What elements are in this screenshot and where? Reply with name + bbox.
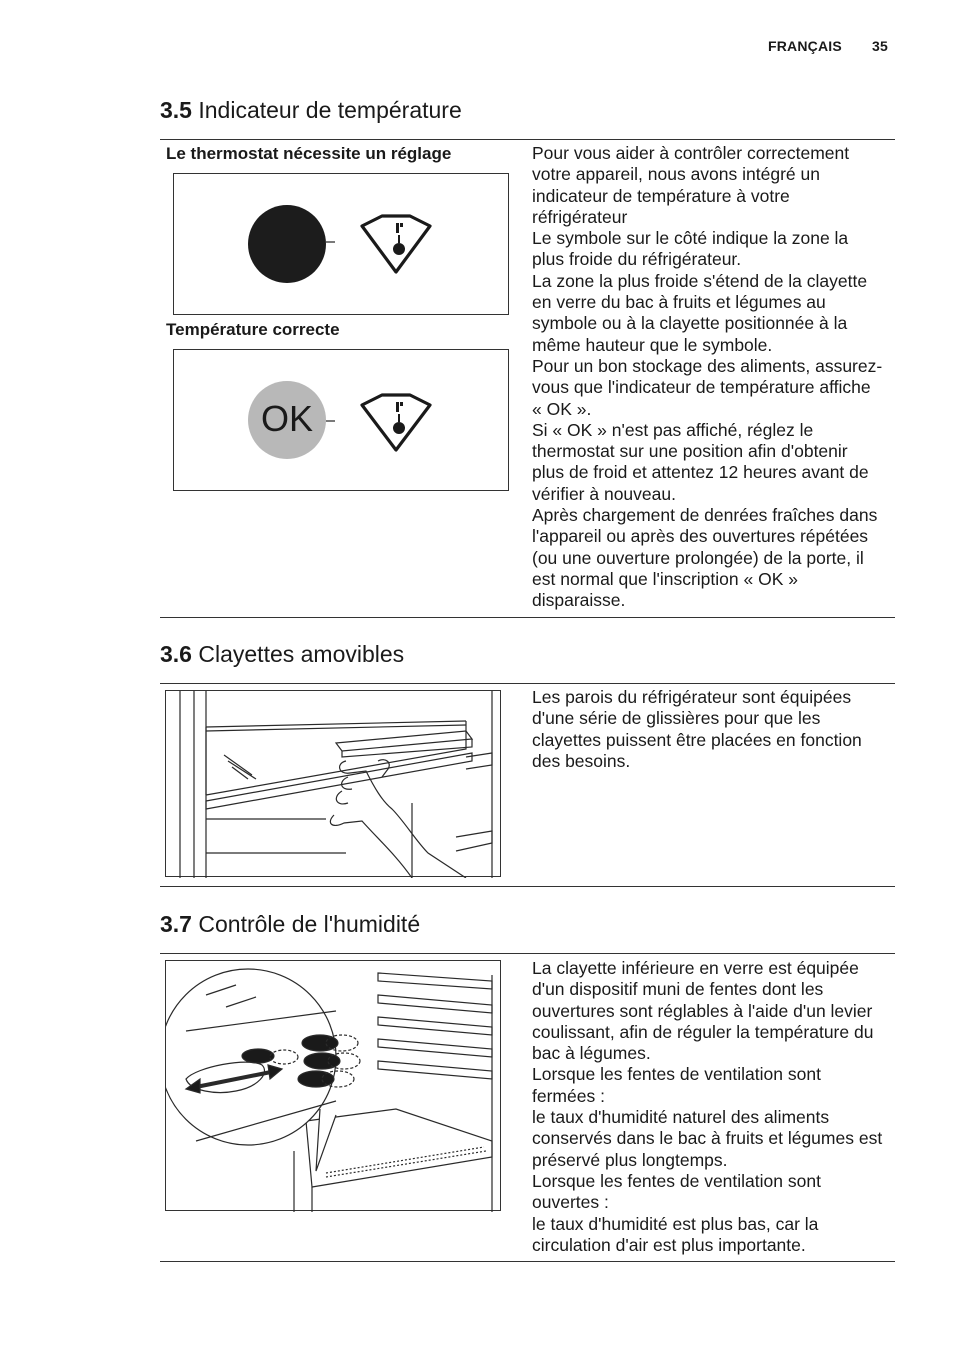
paragraph: Les parois du réfrigérateur sont équipées d'une série de glissières pour que les clayettes puissent être placées en fonction des besoins. bbox=[532, 687, 862, 771]
paragraph: le taux d'humidité est plus bas, car la circulation d'air est plus importante. bbox=[532, 1213, 819, 1255]
header-language: FRANÇAIS bbox=[767, 38, 842, 54]
section-3-7-body bbox=[532, 958, 884, 1256]
divider bbox=[160, 139, 895, 140]
page-header bbox=[768, 38, 888, 54]
figure-label-adjust: Le thermostat nécessite un réglage bbox=[166, 144, 452, 163]
paragraph: Lorsque les fentes de ventilation sont ouvertes : bbox=[532, 1170, 821, 1213]
section-title-3-7 bbox=[160, 911, 420, 938]
divider bbox=[160, 886, 895, 887]
divider bbox=[160, 1261, 895, 1262]
paragraph: Lorsque les fentes de ventilation sont fermées : bbox=[532, 1064, 821, 1106]
divider bbox=[160, 683, 895, 684]
section-title-3-6 bbox=[160, 641, 404, 668]
divider bbox=[160, 953, 895, 954]
indicator-ok-text: OK bbox=[260, 398, 313, 439]
paragraph: Pour vous aider à contrôler correctement votre appareil, nous avons intégré un indicateur de température à votre réfrigérateur bbox=[532, 143, 850, 227]
paragraph: Le symbole sur le côté indique la zone la plus froide du réfrigérateur. bbox=[532, 228, 849, 270]
section-number: 3.5 bbox=[160, 97, 192, 123]
paragraph: Après chargement de denrées fraîches dans l'appareil ou après des ouvertures répétées (ou une ouverture prolongée) de la porte, il est normal que l'inscription « OK » disparaisse. bbox=[532, 505, 878, 611]
cold-zone-icon bbox=[362, 395, 430, 450]
figure-label-correct: Température correcte bbox=[166, 320, 340, 339]
divider bbox=[160, 617, 895, 618]
figure-thermostat-adjust bbox=[173, 173, 509, 315]
paragraph: Pour un bon stockage des aliments, assurez-vous que l'indicateur de température affiche « OK ». bbox=[532, 355, 883, 419]
section-title-text: Contrôle de l'humidité bbox=[198, 911, 421, 937]
cold-zone-icon bbox=[362, 216, 430, 272]
paragraph: le taux d'humidité naturel des aliments conservés dans le bac à fruits et légumes est préservé plus longtemps. bbox=[532, 1107, 883, 1170]
figure-removable-shelves bbox=[165, 690, 501, 877]
section-3-5-body bbox=[532, 143, 884, 612]
paragraph: Si « OK » n'est pas affiché, réglez le thermostat sur une position afin d'obtenir plus de froid et attentez 12 heures avant de vérifier à nouveau. bbox=[532, 419, 869, 504]
section-title-text: Clayettes amovibles bbox=[198, 641, 405, 667]
section-title-3-5 bbox=[160, 97, 462, 124]
paragraph: La zone la plus froide s'étend de la clayette en verre du bac à fruits et légumes au symbole ou à la clayette positionnée à la même hauteur que le symbole. bbox=[532, 270, 868, 355]
section-number: 3.6 bbox=[160, 641, 192, 667]
section-title-text: Indicateur de température bbox=[198, 97, 462, 123]
indicator-dark-circle bbox=[248, 205, 326, 283]
page-number: 35 bbox=[872, 38, 888, 54]
paragraph: La clayette inférieure en verre est équipée d'un dispositif muni de fentes dont les ouvertures sont réglables à l'aide d'un levier coulissant, afin de réguler la température du bac à légumes. bbox=[532, 958, 874, 1064]
section-number: 3.7 bbox=[160, 911, 192, 937]
figure-temperature-correct bbox=[173, 349, 509, 491]
section-3-6-body bbox=[532, 687, 884, 772]
figure-humidity-control bbox=[165, 960, 501, 1211]
